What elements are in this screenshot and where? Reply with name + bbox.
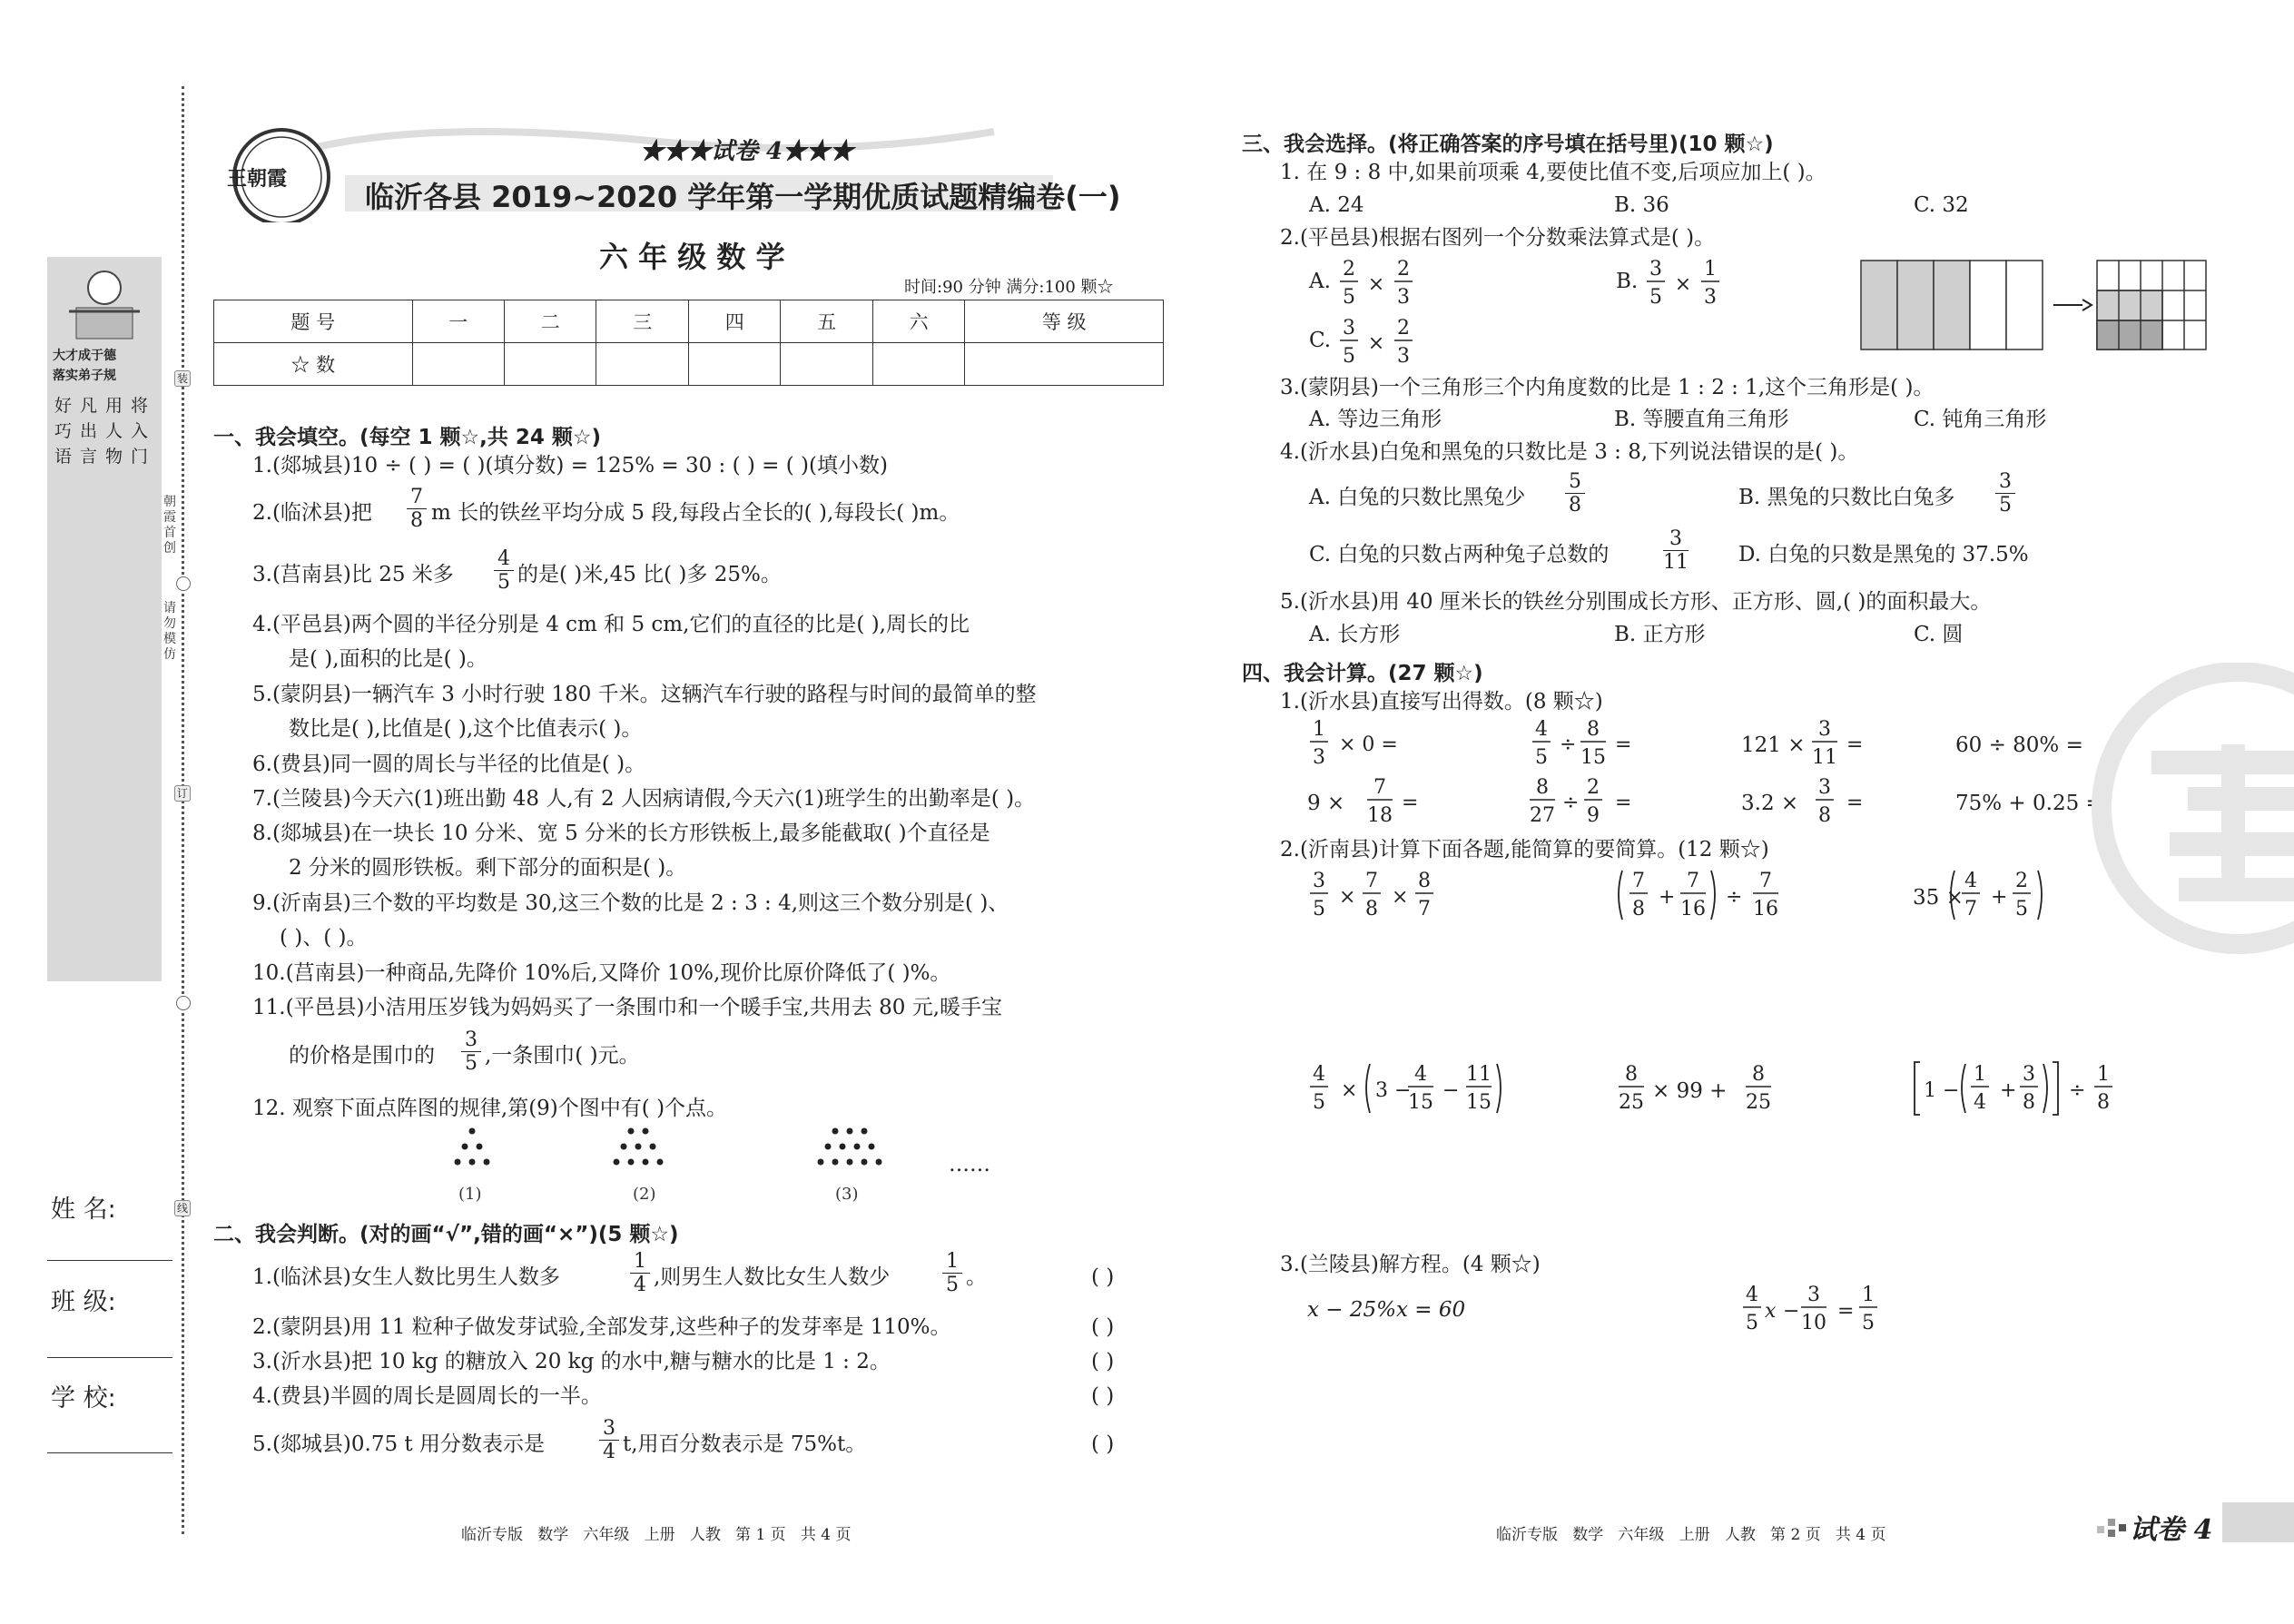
svg-text:1: 1	[2097, 1063, 2110, 1086]
score-header: 一	[412, 300, 504, 343]
svg-text:8: 8	[2023, 1091, 2035, 1114]
svg-text:=: =	[1837, 1300, 1855, 1323]
svg-text:3: 3	[2023, 1063, 2035, 1086]
binding-hole	[176, 996, 191, 1010]
svg-text:18: 18	[1367, 804, 1393, 827]
binding-hole	[176, 576, 191, 591]
s3-q3-optA: A. 等边三角形	[1309, 408, 1442, 431]
svg-text:15: 15	[1580, 746, 1606, 769]
fraction-5-8	[1565, 470, 1585, 517]
svg-text:15: 15	[1466, 1091, 1492, 1114]
svg-text:27: 27	[1530, 804, 1555, 827]
mascot-image	[64, 261, 145, 347]
svg-text:÷: ÷	[1726, 886, 1743, 909]
fraction-1-5	[942, 1250, 962, 1297]
svg-text:=: =	[1615, 733, 1632, 756]
numerator: 1	[946, 1250, 959, 1273]
answer-bracket[interactable]: ( )	[1091, 1384, 1115, 1408]
calc-99-mid: × 99 +	[1652, 1079, 1728, 1103]
score-value-row	[214, 343, 1164, 386]
s1-q4-a: 4.(平邑县)两个圆的半径分别是 4 cm 和 5 cm,它们的直径的比是( ),周长的比	[252, 613, 970, 636]
section1-heading: 一、我会填空。(每空 1 颗☆,共 24 颗☆)	[213, 426, 602, 449]
svg-text:3: 3	[1313, 746, 1325, 769]
score-cell[interactable]	[505, 343, 596, 386]
s3-q2-optB-expr	[1641, 256, 1741, 310]
score-cell[interactable]	[965, 343, 1164, 386]
s3-q5-optC: C. 圆	[1914, 623, 1964, 646]
subject-title: 六 年 级 数 学	[599, 240, 785, 274]
fraction-grid-figure	[1859, 259, 2209, 354]
numerator: 4	[497, 547, 510, 570]
fraction-1-4	[630, 1250, 650, 1297]
svg-text:7: 7	[1759, 870, 1772, 892]
svg-text:×: ×	[1674, 273, 1692, 296]
svg-text:5: 5	[1862, 1312, 1875, 1334]
calc-60-div: 60 ÷ 80% =	[1955, 733, 2083, 757]
s1-q6: 6.(费县)同一圆的周长与半径的比值是( )。	[252, 753, 646, 776]
score-table	[213, 300, 1164, 386]
s1-q1: 1.(郯城县)10 ÷ ( ) = ( )(填分数) = 125% = 30 : ( ) = ( )(填小数)	[252, 454, 888, 477]
svg-text:×: ×	[1392, 886, 1409, 909]
svg-text:7: 7	[1632, 870, 1645, 892]
s1-q9-a: 9.(沂南县)三个数的平均数是 30,这三个数的比是 2 : 3 : 4,则这三个数分别是( )、	[252, 891, 1009, 915]
score-cell[interactable]	[872, 343, 964, 386]
denominator: 8	[407, 508, 427, 532]
s3-q2-optC-label: C.	[1309, 329, 1332, 352]
s3-q1: 1. 在 9 : 8 中,如果前项乘 4,要使比值不变,后项应加上( )。	[1280, 161, 1826, 184]
s3-q4: 4.(沂水县)白兔和黑兔的只数比是 3 : 8,下列说法错误的是( )。	[1280, 440, 1859, 464]
answer-bracket[interactable]: ( )	[1091, 1265, 1115, 1289]
svg-text:=: =	[1846, 733, 1864, 756]
school-field[interactable]	[47, 1452, 172, 1453]
svg-text:−: −	[1783, 1300, 1800, 1323]
s2-q2: 2.(蒙阴县)用 11 粒种子做发芽试验,全部发芽,这些种子的发芽率是 110%。	[252, 1315, 951, 1339]
svg-text:5: 5	[1343, 286, 1355, 309]
calc-9-times: 9 ×	[1307, 792, 1345, 815]
s1-q8-b: 2 分米的圆形铁板。剩下部分的面积是( )。	[289, 856, 687, 880]
denominator: 5	[494, 570, 514, 594]
note-copy: 请勿模仿	[163, 601, 176, 662]
marker-ding: 订	[174, 785, 191, 802]
simplify-calc-row2	[1303, 1060, 2174, 1124]
s2-q1-a: 1.(临沭县)女生人数比男生人数多	[252, 1265, 560, 1289]
svg-text:2: 2	[1587, 776, 1600, 799]
numerator: 3	[603, 1417, 615, 1440]
s3-q4-optA: A. 白兔的只数比黑兔少	[1309, 486, 1526, 509]
svg-text:11: 11	[1812, 746, 1837, 769]
svg-text:16: 16	[1680, 898, 1706, 920]
s1-q11-b: 的价格是围巾的	[289, 1044, 435, 1068]
calc-35-times: 35 ×	[1913, 886, 1964, 910]
denominator: 4	[599, 1440, 619, 1463]
s3-q2-optB-label: B.	[1616, 270, 1639, 293]
svg-text:7: 7	[1687, 870, 1699, 892]
denominator: 4	[630, 1273, 650, 1296]
svg-text:8: 8	[1587, 719, 1600, 741]
s3-q2: 2.(平邑县)根据右图列一个分数乘法算式是( )。	[1280, 226, 1716, 250]
svg-text:+: +	[2000, 1079, 2017, 1102]
svg-text:5: 5	[1535, 746, 1548, 769]
svg-text:x: x	[1765, 1300, 1777, 1323]
time-info: 时间:90 分钟 满分:100 颗☆	[904, 278, 1114, 297]
denominator: 11	[1663, 551, 1689, 575]
svg-text:8: 8	[1818, 804, 1831, 827]
footer-squares-icon	[2097, 1511, 2126, 1540]
logo-text: 王朝霞	[227, 167, 288, 191]
fraction-3-4	[599, 1417, 619, 1464]
s4-sub3: 3.(兰陵县)解方程。(4 颗☆)	[1280, 1253, 1541, 1276]
svg-text:5: 5	[1313, 1091, 1325, 1114]
s1-q4-b: 是( ),面积的比是( )。	[289, 647, 487, 671]
svg-text:8: 8	[1365, 898, 1378, 920]
svg-text:5: 5	[1746, 1312, 1758, 1334]
svg-text:8: 8	[1418, 870, 1431, 892]
numerator: 3	[465, 1029, 478, 1051]
svg-text:1: 1	[1704, 258, 1717, 281]
s1-q3-b: 的是( )米,45 比( )多 25%。	[517, 563, 782, 586]
svg-text:3 −: 3 −	[1375, 1079, 1412, 1102]
s1-q8-a: 8.(郯城县)在一块长 10 分米、宽 5 分米的长方形铁板上,最多能截取( )个直径是	[252, 822, 990, 845]
svg-text:5: 5	[1649, 286, 1662, 309]
class-label: 班 级:	[51, 1288, 116, 1316]
svg-text:1: 1	[1313, 719, 1325, 741]
s3-q1-optC: C. 32	[1914, 193, 1969, 217]
svg-text:25: 25	[1746, 1091, 1771, 1114]
s3-q5-optB: B. 正方形	[1614, 623, 1706, 646]
svg-text:25: 25	[1619, 1091, 1644, 1114]
score-header: 三	[596, 300, 688, 343]
motto-column: 将入门	[131, 396, 149, 467]
dot-pattern-figure	[436, 1124, 908, 1178]
svg-text:5: 5	[1313, 898, 1325, 920]
svg-text:× 0 =: × 0 =	[1339, 733, 1398, 756]
svg-text:3: 3	[1818, 776, 1831, 799]
dot-ellipsis: ……	[949, 1153, 990, 1176]
exam-title: 临沂各县 2019~2020 学年第一学期优质试题精编卷(一)	[365, 180, 1121, 214]
svg-text:3: 3	[1313, 870, 1325, 892]
svg-text:8: 8	[1632, 898, 1645, 920]
name-field[interactable]	[47, 1260, 172, 1261]
s1-q11-a: 11.(平邑县)小洁用压岁钱为妈妈买了一条围巾和一个暖手宝,共用去 80 元,暖手宝	[252, 996, 1003, 1019]
svg-text:8: 8	[2097, 1091, 2110, 1114]
svg-text:3: 3	[1343, 317, 1355, 340]
score-header: 等 级	[965, 300, 1164, 343]
binding-dotted-line	[182, 86, 184, 1534]
equation-2	[1741, 1283, 1959, 1341]
fraction-3-5	[461, 1029, 481, 1076]
svg-text:4: 4	[1313, 1063, 1325, 1086]
svg-text:2: 2	[1397, 317, 1410, 340]
s1-q10: 10.(莒南县)一种商品,先降价 10%后,又降价 10%,现价比原价降低了( )%。	[252, 961, 951, 985]
s2-q3: 3.(沂水县)把 10 kg 的糖放入 20 kg 的水中,糖与糖水的比是 1 : 2。	[252, 1350, 891, 1373]
score-cell[interactable]	[412, 343, 504, 386]
footer-left: 临沂专版 数学 六年级 上册 人教 第 1 页 共 4 页	[461, 1526, 852, 1544]
svg-text:+: +	[1991, 886, 2008, 909]
motto-panel	[47, 257, 162, 981]
dot-label: (2)	[633, 1185, 656, 1204]
fraction-3-11	[1663, 527, 1689, 575]
svg-text:=: =	[1846, 792, 1864, 814]
s3-q5-optA: A. 长方形	[1309, 623, 1401, 646]
svg-text:15: 15	[1408, 1091, 1433, 1114]
svg-text:÷: ÷	[1562, 792, 1580, 814]
note-zhaoxia: 朝霞首创	[163, 495, 176, 556]
svg-text:3: 3	[1649, 258, 1662, 281]
s3-q1-optB: B. 36	[1614, 193, 1669, 217]
svg-text:4: 4	[1535, 719, 1548, 741]
numerator: 7	[410, 486, 423, 508]
svg-text:8: 8	[1536, 776, 1549, 799]
motto-column: 凡出言	[80, 396, 98, 467]
marker-xian: 线	[174, 1200, 191, 1216]
denominator: 5	[461, 1051, 481, 1075]
s2-q1-c: 。	[966, 1265, 987, 1289]
motto-column: 好巧语	[54, 396, 73, 467]
score-header-row	[214, 300, 1164, 343]
s1-q2-a: 2.(临沭县)把	[252, 501, 372, 525]
svg-text:−: −	[1442, 1079, 1460, 1102]
numerator: 3	[1999, 470, 2012, 493]
s4-sub1: 1.(沂水县)直接写出得数。(8 颗☆)	[1280, 690, 1603, 714]
fraction-4-5	[494, 547, 514, 595]
svg-text:2: 2	[1397, 258, 1410, 281]
answer-bracket[interactable]: ( )	[1091, 1315, 1115, 1339]
svg-text:3: 3	[1397, 286, 1410, 309]
svg-text:16: 16	[1753, 898, 1778, 920]
svg-text:8: 8	[1752, 1063, 1765, 1086]
svg-text:+: +	[1659, 886, 1676, 909]
s1-q5-b: 数比是( ),比值是( ),这个比值表示( )。	[289, 717, 643, 741]
numerator: 1	[634, 1250, 646, 1273]
name-label: 姓 名:	[51, 1196, 116, 1224]
svg-text:×: ×	[1367, 332, 1385, 355]
mascot-line1: 大才成于德	[53, 349, 116, 363]
footer-gray-block	[2222, 1502, 2294, 1542]
footer-tag: 试卷 4	[2130, 1514, 2213, 1546]
score-cell[interactable]	[781, 343, 872, 386]
footer-right: 临沂专版 数学 六年级 上册 人教 第 2 页 共 4 页	[1496, 1526, 1886, 1544]
section4-heading: 四、我会计算。(27 颗☆)	[1242, 662, 1483, 685]
numerator: 5	[1569, 470, 1581, 493]
score-header: 题 号	[214, 300, 413, 343]
svg-text:÷: ÷	[1560, 733, 1577, 756]
s3-q5: 5.(沂水县)用 40 厘米长的铁丝分别围成长方形、正方形、圆,( )的面积最大。	[1280, 590, 1992, 614]
motto-column: 用人物	[105, 396, 123, 467]
simplify-calc-row1	[1303, 867, 2102, 930]
s1-q7: 7.(兰陵县)今天六(1)班出勤 48 人,有 2 人因病请假,今天六(1)班学生的出勤率是( )。	[252, 787, 1036, 811]
svg-text:11: 11	[1466, 1063, 1492, 1086]
svg-text:=: =	[1402, 792, 1419, 814]
svg-text:7: 7	[1964, 898, 1977, 920]
s3-q1-optA: A. 24	[1309, 193, 1364, 217]
s3-q3-optC: C. 钝角三角形	[1914, 408, 2047, 431]
s3-q2-optC-expr	[1334, 315, 1434, 369]
svg-text:3: 3	[1704, 286, 1717, 309]
svg-text:3: 3	[1807, 1284, 1820, 1306]
s1-q3-a: 3.(莒南县)比 25 米多	[252, 563, 454, 586]
s1-q2-b: m 长的铁丝平均分成 5 段,每段占全长的( ),每段长( )m。	[431, 501, 960, 525]
fraction-7-8	[407, 486, 427, 533]
s3-q2-optA-label: A.	[1309, 270, 1331, 293]
section2-heading: 二、我会判断。(对的画“√”,错的画“×”)(5 颗☆)	[213, 1223, 679, 1246]
svg-text:7: 7	[1418, 898, 1431, 920]
school-label: 学 校:	[51, 1384, 116, 1412]
denominator: 5	[1995, 493, 2015, 517]
svg-text:4: 4	[1746, 1284, 1758, 1306]
svg-text:÷: ÷	[2069, 1079, 2086, 1102]
denominator: 8	[1565, 493, 1585, 517]
score-header: 六	[872, 300, 964, 343]
s2-q4: 4.(费县)半圆的周长是圆周长的一半。	[252, 1384, 602, 1408]
answer-bracket[interactable]: ( )	[1091, 1432, 1115, 1456]
s1-q9-b: ( )、( )。	[280, 926, 368, 950]
dot-label: (3)	[835, 1185, 859, 1204]
score-header: 四	[688, 300, 780, 343]
svg-text:2: 2	[2015, 870, 2028, 892]
denominator: 5	[942, 1273, 962, 1296]
calc-121: 121 ×	[1741, 733, 1806, 757]
secret-seal-watermark	[2088, 663, 2294, 962]
svg-text:3: 3	[1818, 719, 1831, 741]
svg-text:1: 1	[1974, 1063, 1986, 1086]
class-field[interactable]	[47, 1357, 172, 1358]
section3-heading: 三、我会选择。(将正确答案的序号填在括号里)(10 颗☆)	[1242, 133, 1774, 156]
s2-q1-b: ,则男生人数比女生人数少	[654, 1265, 891, 1289]
s3-q4-optD: D. 白兔的只数是黑兔的 37.5%	[1738, 543, 2029, 566]
svg-text:4: 4	[1974, 1091, 1986, 1114]
s1-q12: 12. 观察下面点阵图的规律,第(9)个图中有( )个点。	[252, 1097, 728, 1120]
s3-q2-optA-expr	[1334, 256, 1434, 310]
calc-75pct: 75% + 0.25 =	[1955, 792, 2103, 815]
s3-q4-optB: B. 黑兔的只数比白兔多	[1738, 486, 1955, 509]
svg-text:3: 3	[1397, 345, 1410, 368]
marker-zhuang: 装	[174, 370, 191, 387]
score-header: 五	[781, 300, 872, 343]
svg-text:2: 2	[1343, 258, 1355, 281]
svg-text:1: 1	[1862, 1284, 1875, 1306]
svg-text:10: 10	[1801, 1312, 1826, 1334]
s3-q4-optC: C. 白兔的只数占两种兔子总数的	[1309, 543, 1610, 566]
svg-text:7: 7	[1373, 776, 1386, 799]
svg-text:5: 5	[2015, 898, 2028, 920]
score-header: 二	[505, 300, 596, 343]
svg-text:×: ×	[1367, 273, 1385, 296]
dot-label: (1)	[458, 1185, 482, 1204]
paper-tag: ★★★试卷 4★★★	[640, 138, 854, 165]
svg-text:8: 8	[1625, 1063, 1638, 1086]
fraction-3-5	[1995, 470, 2015, 517]
svg-text:=: =	[1615, 792, 1632, 814]
s4-sub2: 2.(沂南县)计算下面各题,能简算的要简算。(12 颗☆)	[1280, 838, 1769, 861]
score-cell[interactable]	[688, 343, 780, 386]
s2-q5-b: t,用百分数表示是 75%t。	[623, 1432, 867, 1456]
s3-q3-optB: B. 等腰直角三角形	[1614, 408, 1789, 431]
svg-text:×: ×	[1341, 1079, 1358, 1102]
svg-text:×: ×	[1339, 886, 1356, 909]
svg-text:7: 7	[1365, 870, 1378, 892]
svg-text:4: 4	[1414, 1063, 1427, 1086]
numerator: 3	[1669, 527, 1682, 550]
svg-text:9: 9	[1587, 804, 1600, 827]
s2-q5-a: 5.(郯城县)0.75 t 用分数表示是	[252, 1432, 545, 1456]
svg-text:1 −: 1 −	[1924, 1079, 1960, 1102]
score-cell[interactable]	[596, 343, 688, 386]
calc-3p2-times: 3.2 ×	[1741, 792, 1799, 815]
s1-q5-a: 5.(蒙阴县)一辆汽车 3 小时行驶 180 千米。这辆汽车行驶的路程与时间的最简单的整	[252, 683, 1037, 706]
score-row-label: ☆ 数	[214, 343, 413, 386]
s3-q3: 3.(蒙阴县)一个三角形三个内角度数的比是 1 : 2 : 1,这个三角形是( )。	[1280, 376, 1935, 399]
svg-text:4: 4	[1964, 870, 1977, 892]
answer-bracket[interactable]: ( )	[1091, 1350, 1115, 1373]
svg-text:5: 5	[1343, 345, 1355, 368]
s1-q11-c: ,一条围巾( )元。	[485, 1044, 640, 1068]
equation-1: x − 25%x = 60	[1307, 1298, 1466, 1322]
mascot-line2: 落实弟子规	[53, 369, 116, 383]
